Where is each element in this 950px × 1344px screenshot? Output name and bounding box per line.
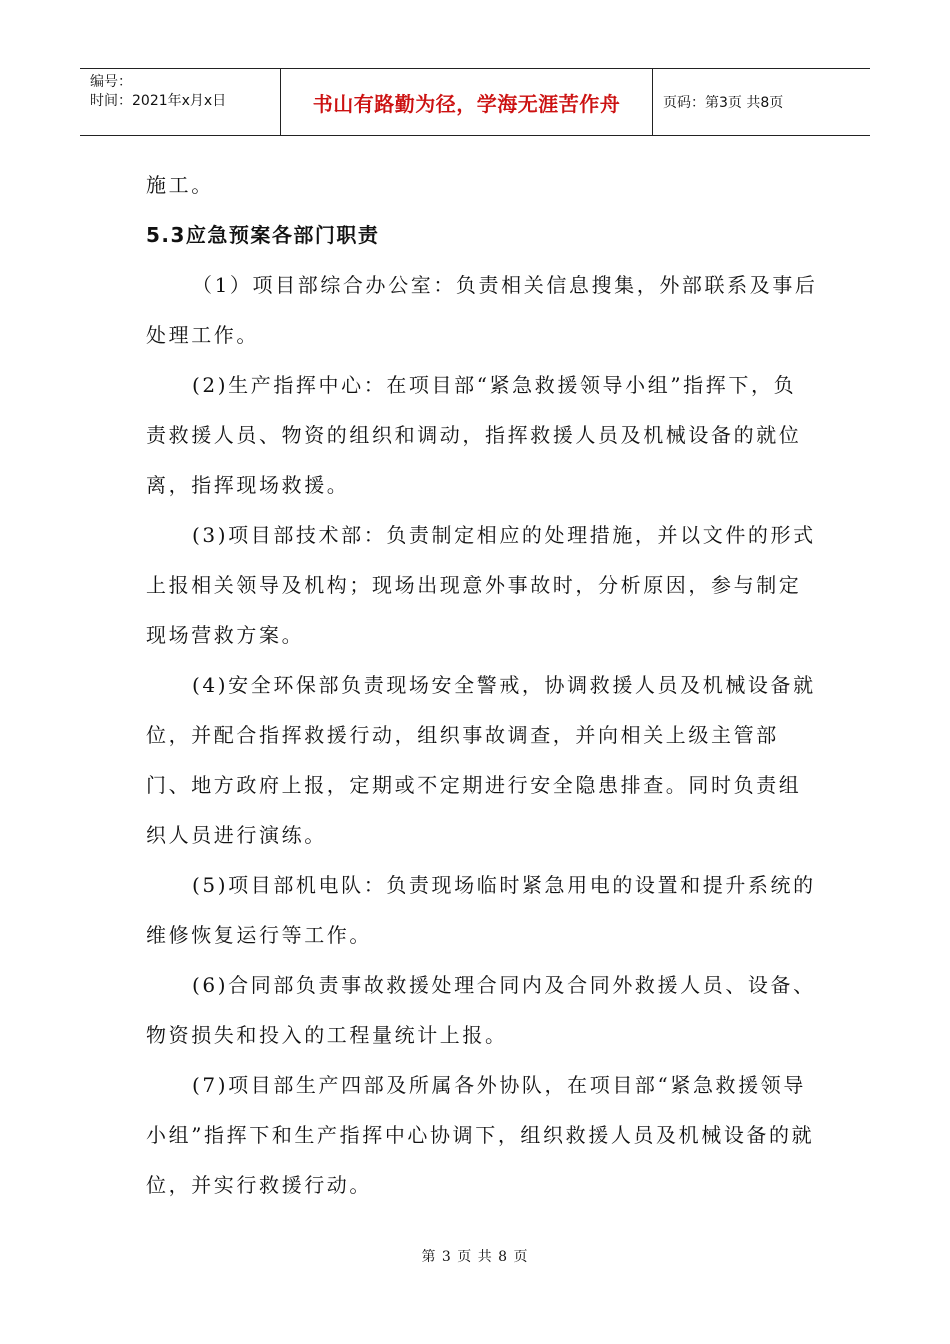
paragraph-item-7: (7)项目部生产四部及所属各外协队，在项目部“紧急救援领导小组”指挥下和生产指挥中心协调下，组织救援人员及机械设备的就位，并实行救援行动。 [146, 1073, 815, 1197]
header-page-info: 页码：第3页 共8页 [663, 95, 784, 111]
document-date: 时间：2021年x月x日 [90, 93, 227, 109]
header-motto: 书山有路勤为径，学海无涯苦作舟 [281, 69, 653, 135]
paragraph-item-1: （1）项目部综合办公室：负责相关信息搜集，外部联系及事后处理工作。 [146, 273, 818, 347]
paragraph-continuation: 施工。 [146, 173, 214, 197]
page-header [80, 68, 870, 136]
section-heading: 5.3应急预案各部门职责 [146, 223, 380, 247]
page-footer: 第 3 页 共 8 页 [421, 1249, 529, 1265]
paragraph-item-4: (4)安全环保部负责现场安全警戒，协调救援人员及机械设备就位，并配合指挥救援行动，组织事故调查，并向相关上级主管部门、地方政府上报，定期或不定期进行安全隐患排查。同时负责组织人员进行演练。 [146, 673, 816, 847]
paragraph-item-6: (6)合同部负责事故救援处理合同内及合同外救援人员、设备、物资损失和投入的工程量统计上报。 [146, 973, 816, 1047]
header-meta [80, 69, 281, 135]
paragraph-item-3: (3)项目部技术部：负责制定相应的处理措施，并以文件的形式上报相关领导及机构；现场出现意外事故时，分析原因，参与制定现场营救方案。 [146, 523, 816, 647]
paragraph-item-2: (2)生产指挥中心：在项目部“紧急救援领导小组”指挥下，负责救援人员、物资的组织和调动，指挥救援人员及机械设备的就位离，指挥现场救援。 [146, 373, 802, 497]
document-body [146, 160, 818, 1210]
document-number-label: 编号： [90, 74, 132, 90]
paragraph-item-5: (5)项目部机电队：负责现场临时紧急用电的设置和提升系统的维修恢复运行等工作。 [146, 873, 816, 947]
